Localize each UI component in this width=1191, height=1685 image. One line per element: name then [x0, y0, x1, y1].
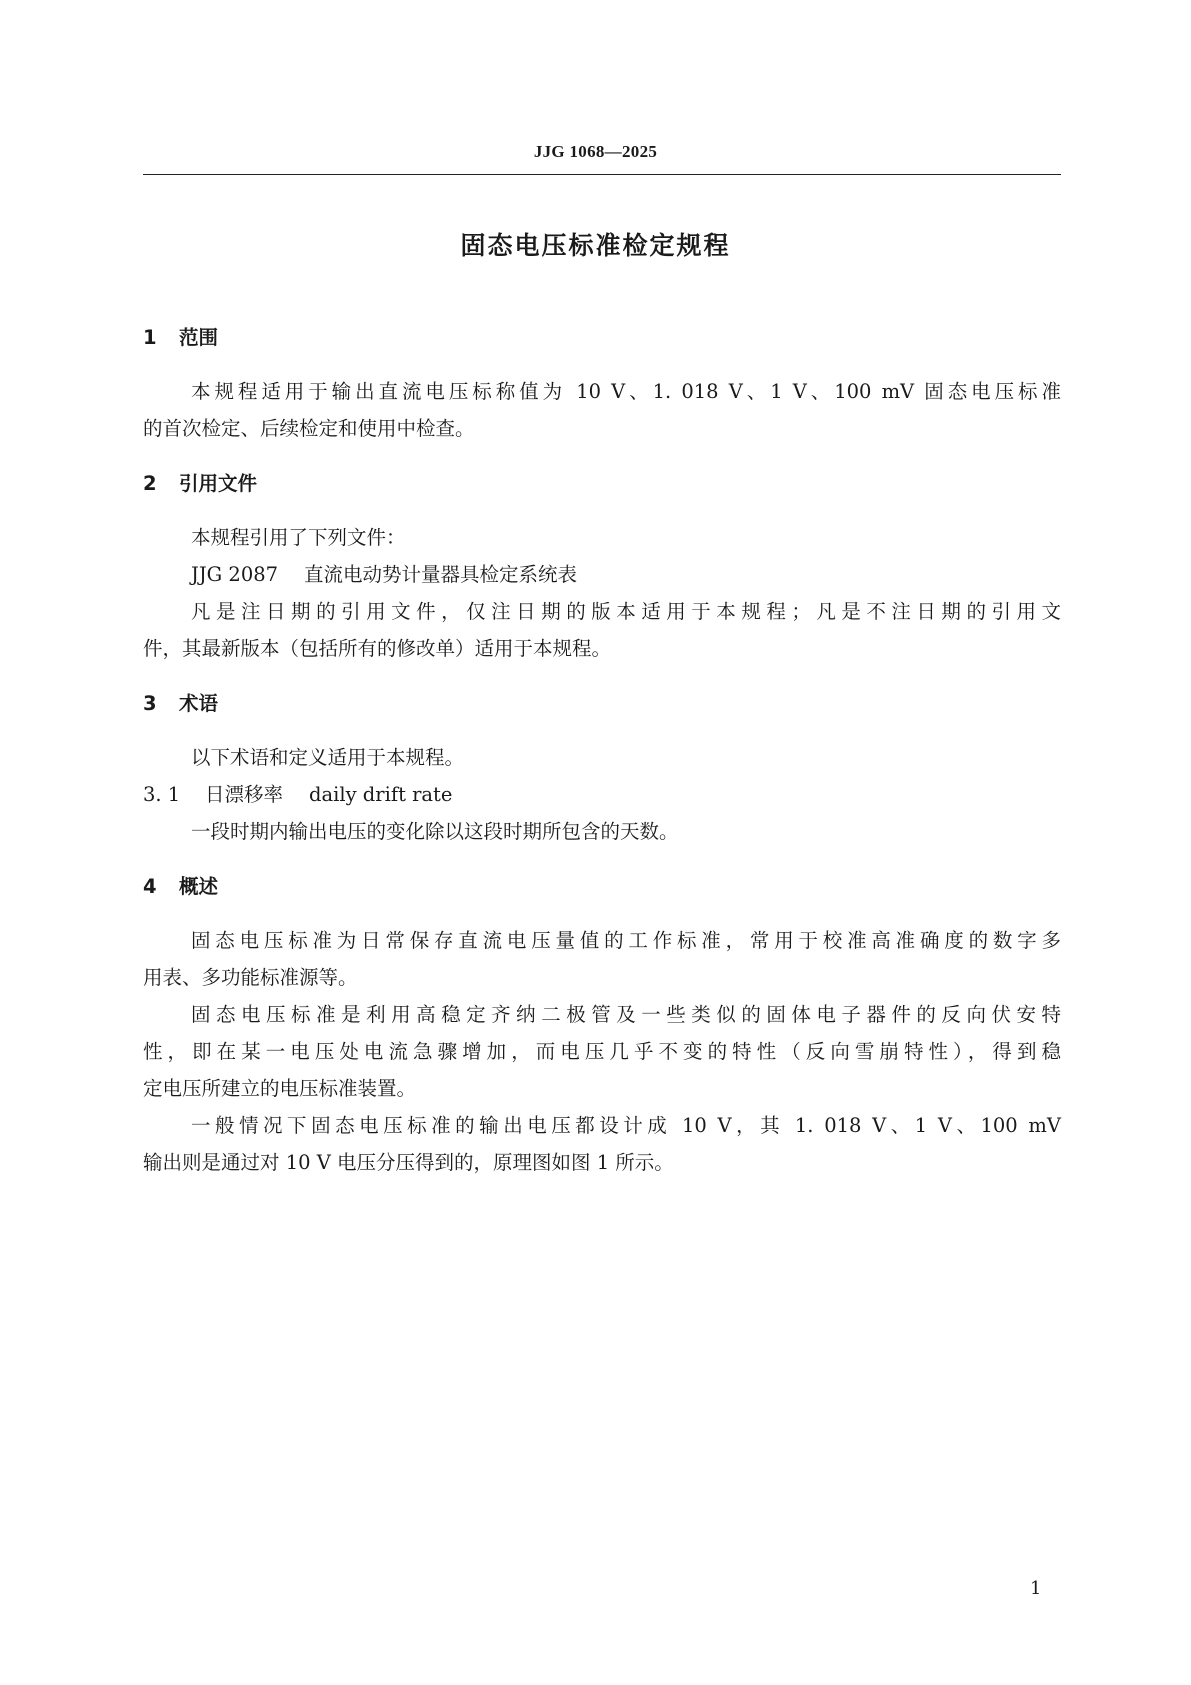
section-3-title: 术语 [179, 692, 219, 715]
term-definition: 一段时期内输出电压的变化除以这段时期所包含的天数。 [191, 820, 679, 843]
section-1-heading [143, 326, 218, 350]
section-4-paragraph-1-line-2: 用表、多功能标准源等。 [143, 966, 358, 989]
section-1-paragraph-line-1: 本规程适用于输出直流电压标称值为 10 V、1. 018 V、1 V、100 mV 固态电压标准 [191, 380, 1061, 403]
term-chinese: 日漂移率 [205, 783, 284, 806]
section-2-heading [143, 472, 257, 496]
reference-code: JJG 2087 [191, 563, 279, 586]
term-number: 3. 1 [143, 783, 181, 806]
section-1-paragraph-line-2: 的首次检定、后续检定和使用中检查。 [143, 417, 475, 440]
section-4-paragraph-1-line-1: 固态电压标准为日常保存直流电压量值的工作标准，常用于校准高准确度的数字多 [191, 929, 1061, 952]
section-4-paragraph-2-line-1: 固态电压标准是利用高稳定齐纳二极管及一些类似的固体电子器件的反向伏安特 [191, 1003, 1061, 1026]
section-4-heading [143, 875, 218, 899]
section-2-title: 引用文件 [179, 472, 258, 495]
reference-title: 直流电动势计量器具检定系统表 [304, 563, 578, 586]
term-entry [143, 783, 452, 807]
section-2-number: 2 [143, 472, 157, 495]
section-4-number: 4 [143, 875, 157, 898]
section-4-paragraph-2-line-2: 性，即在某一电压处电流急骤增加，而电压几乎不变的特性（反向雪崩特性），得到稳 [143, 1040, 1061, 1063]
section-4-paragraph-3-line-2: 输出则是通过对 10 V 电压分压得到的，原理图如图 1 所示。 [143, 1151, 674, 1174]
section-3-intro: 以下术语和定义适用于本规程。 [191, 746, 465, 769]
section-1-number: 1 [143, 326, 157, 349]
section-4-title: 概述 [179, 875, 219, 898]
term-english: daily drift rate [309, 783, 453, 806]
section-1-title: 范围 [179, 326, 219, 349]
section-2-note-line-1: 凡是注日期的引用文件，仅注日期的版本适用于本规程；凡是不注日期的引用文 [191, 600, 1061, 623]
section-2-note-line-2: 件，其最新版本（包括所有的修改单）适用于本规程。 [143, 637, 612, 660]
page-number: 1 [1030, 1578, 1042, 1599]
section-4-paragraph-2-line-3: 定电压所建立的电压标准装置。 [143, 1077, 417, 1100]
section-3-heading [143, 692, 218, 716]
header-divider [143, 174, 1061, 175]
section-2-intro: 本规程引用了下列文件： [191, 526, 406, 549]
document-title: 固态电压标准检定规程 [460, 231, 731, 260]
section-3-number: 3 [143, 692, 157, 715]
reference-entry [191, 563, 577, 587]
section-4-paragraph-3-line-1: 一般情况下固态电压标准的输出电压都设计成 10 V，其 1. 018 V、1 V、100 mV [191, 1114, 1061, 1137]
header-standard-code: JJG 1068—2025 [533, 142, 658, 161]
